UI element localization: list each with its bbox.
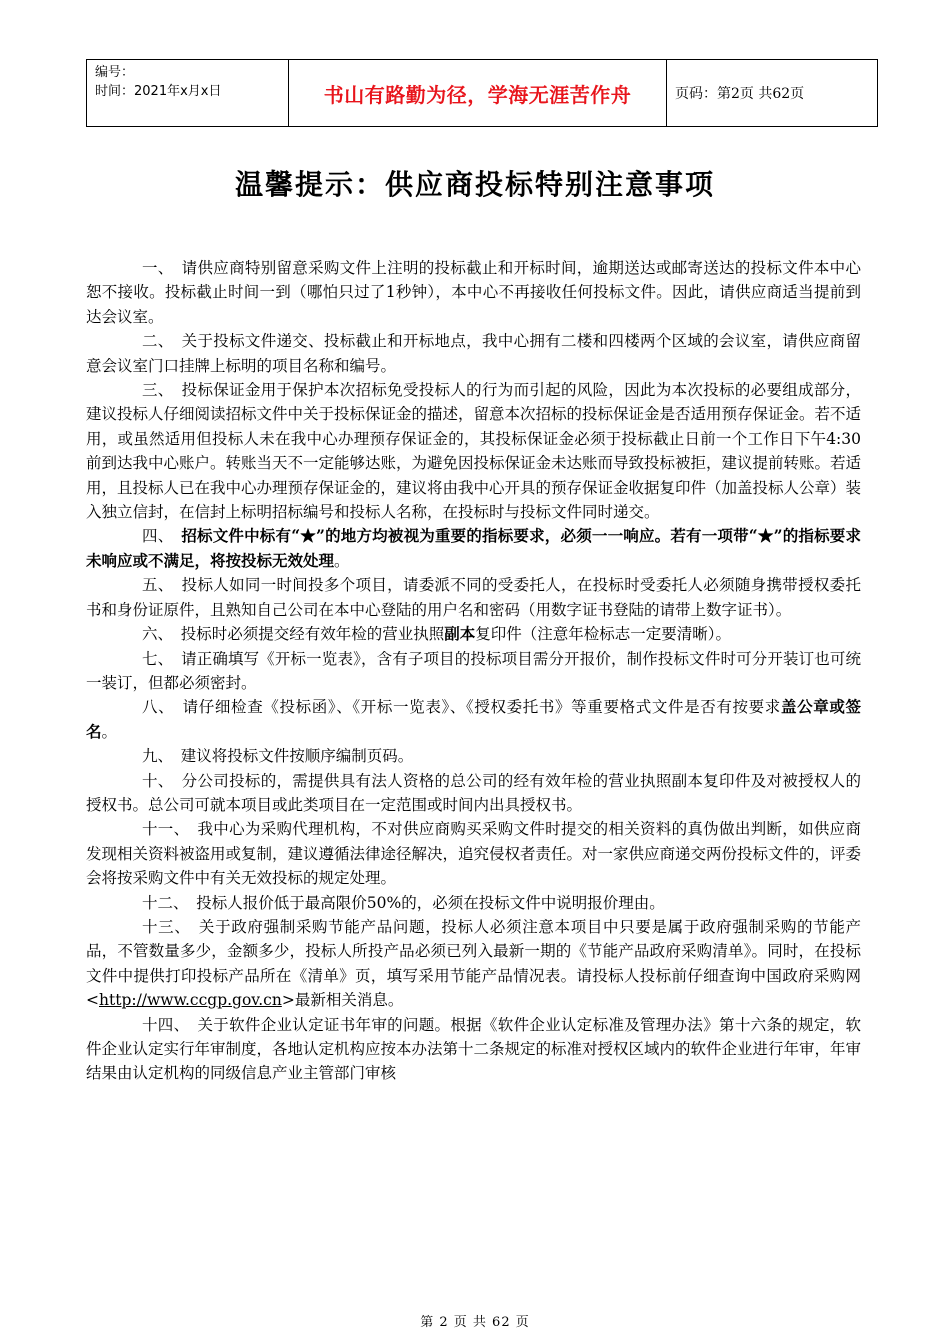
paragraph-6 [86, 622, 861, 646]
paragraph-8 [86, 695, 861, 744]
paragraph-8-bold: 盖公章或签名 [86, 697, 861, 741]
header-number: 编号： [95, 65, 135, 80]
paragraph-8-a: 八、 请仔细检查《投标函》、《开标一览表》、《授权委托书》等重要格式文件是否有按要求 [142, 698, 781, 717]
paragraph-13-a: 十三、 关于政府强制采购节能产品问题，投标人必须注意本项目中只要是属于政府强制采购的节能产品，不管数量多少，金额多少，投标人所投产品必须已列入最新一期的《节能产品政府采购清单》。同时，在投标文件中提供打印投标产品所在《清单》页，填写采用节能产品情况表。请投标人投标前仔细查询中国政府采购网< [86, 917, 861, 1010]
header-motto: 书山有路勤为径，学海无涯苦作舟 [289, 60, 667, 126]
header-meta [87, 60, 289, 126]
paragraph-8-b: 。 [101, 722, 118, 741]
header-time: 时间：2021年x月x日 [95, 84, 222, 99]
paragraph-10: 十、 分公司投标的，需提供具有法人资格的总公司的经有效年检的营业执照副本复印件及对被授权人的授权书。总公司可就本项目或此类项目在一定范围或时间内出具授权书。 [86, 771, 861, 814]
paragraph-6-a: 六、 投标时必须提交经有效年检的营业执照 [142, 625, 445, 644]
paragraph-6-b: 复印件（注意年检标志一定要清晰）。 [475, 625, 732, 644]
paragraph-1: 一、 请供应商特别留意采购文件上注明的投标截止和开标时间，逾期送达或邮寄送达的投标文件本中心恕不接收。投标截止时间一到（哪怕只过了1秒钟），本中心不再接收任何投标文件。因此，请供应商适当提前到达会议室。 [86, 259, 861, 326]
paragraph-3: 三、 投标保证金用于保护本次招标免受投标人的行为而引起的风险，因此为本次投标的必要组成部分，建议投标人仔细阅读招标文件中关于投标保证金的描述，留意本次招标的投标保证金是否适用预存保证金。若不适用，或虽然适用但投标人未在我中心办理预存保证金的，其投标保证金必须于投标截止日前一个工作日下午4:30前到达我中心账户。转账当天不一定能够达账，为避免因投标保证金未达账而导致投标被拒，建议提前转账。若适用，且投标人已在我中心办理预存保证金的，建议将由我中心开具的预存保证金收据复印件（加盖投标人公章）装入独立信封，在信封上标明招标编号和投标人名称，在投标时与投标文件同时递交。 [86, 381, 862, 522]
paragraph-9: 九、 建议将投标文件按顺序编制页码。 [142, 747, 414, 766]
paragraph-2: 二、 关于投标文件递交、投标截止和开标地点，我中心拥有二楼和四楼两个区域的会议室，请供应商留意会议室门口挂牌上标明的项目名称和编号。 [86, 332, 861, 375]
header-table [86, 59, 878, 127]
page-footer: 第 2 页 共 62 页 [420, 1315, 530, 1330]
paragraph-12: 十二、 投标人报价低于最高限价50%的，必须在投标文件中说明报价理由。 [142, 893, 665, 912]
ccgp-link[interactable]: http://www.ccgp.gov.cn [99, 991, 282, 1010]
paragraph-4-bold: 招标文件中标有“★”的地方均被视为重要的指标要求，必须一一响应。若有一项带“★”的指标要求未响应或不满足，将按投标无效处理 [86, 526, 861, 570]
paragraph-13-b: >最新相关消息。 [281, 991, 404, 1010]
paragraph-14: 十四、 关于软件企业认定证书年审的问题。根据《软件企业认定标准及管理办法》第十六条的规定，软件企业认定实行年审制度，各地认定机构应按本办法第十二条规定的标准对授权区域内的软件企业进行年审，年审结果由认定机构的同级信息产业主管部门审核 [86, 1015, 862, 1083]
paragraph-11: 十一、 我中心为采购代理机构，不对供应商购买采购文件时提交的相关资料的真伪做出判断，如供应商发现相关资料被盗用或复制，建议遵循法律途径解决，追究侵权者责任。对一家供应商递交两份投标文件的，评委会将按采购文件中有关无效投标的规定处理。 [86, 820, 862, 888]
paragraph-6-bold: 副本 [444, 624, 476, 644]
header-page: 页码：第2页 共62页 [675, 86, 805, 102]
paragraph-4 [86, 524, 861, 573]
paragraph-7: 七、 请正确填写《开标一览表》，含有子项目的投标项目需分开报价，制作投标文件时可分开装订也可统一装订，但都必须密封。 [86, 649, 861, 692]
paragraph-5: 五、 投标人如同一时间投多个项目，请委派不同的受委托人，在投标时受委托人必须随身携带授权委托书和身份证原件，且熟知自己公司在本中心登陆的用户名和密码（用数字证书登陆的请带上数字证书）。 [86, 576, 861, 619]
page-title: 温馨提示：供应商投标特别注意事项 [234, 168, 715, 201]
paragraph-4-lead: 四、 [142, 527, 182, 546]
paragraph-4-end: 。 [334, 551, 350, 570]
document-body [86, 256, 861, 1086]
paragraph-13 [86, 915, 861, 1013]
